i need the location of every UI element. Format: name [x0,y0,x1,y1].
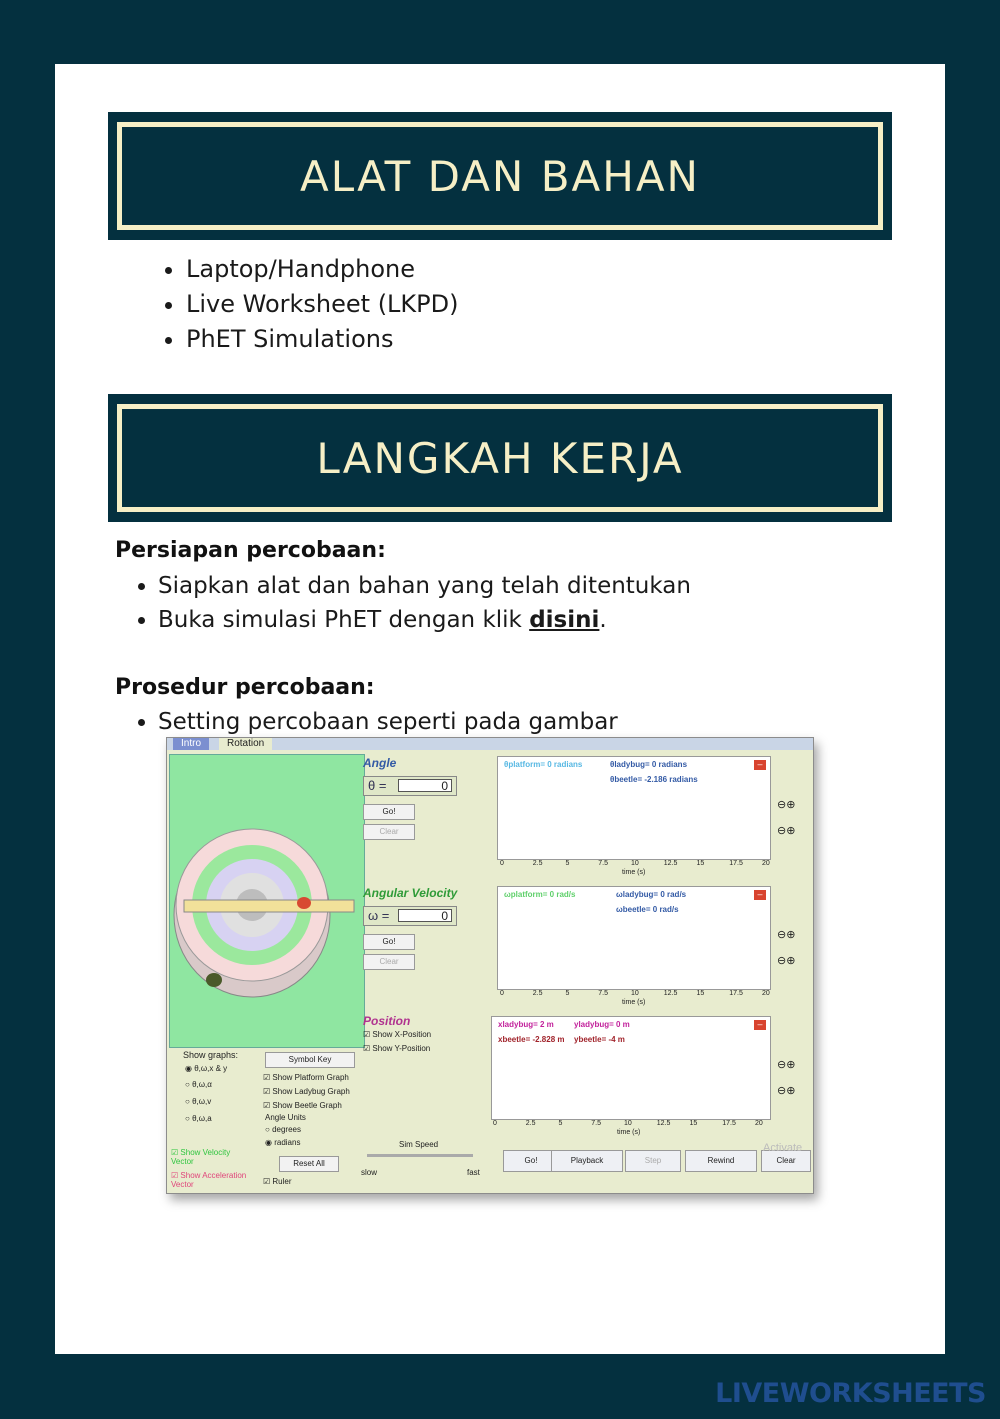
graph-label: ybeetle= -4 m [574,1035,625,1044]
time-tick-label: 20 [762,990,770,997]
alat-bahan-title: ALAT DAN BAHAN [300,151,700,201]
degrees-radio[interactable]: ○ degrees [265,1125,301,1134]
sim-tabs [167,738,813,750]
rewind-button[interactable]: Rewind [685,1150,757,1172]
time-tick-label: 2.5 [532,860,543,867]
show-beetle-label: Show Beetle Graph [272,1101,342,1110]
show-graphs-label: Show graphs: [183,1050,239,1060]
tools-list [160,252,458,357]
zoom-controls[interactable]: ⊖⊕ [777,1085,796,1097]
time-tick-label: 20 [755,1120,763,1127]
list-item: • Laptop/Handphone [186,252,458,287]
clear-button[interactable]: Clear [761,1150,811,1172]
position-panel [363,1014,465,1074]
persiapan-heading: Persiapan percobaan: [115,538,386,563]
radians-label: radians [274,1138,301,1147]
beetle-icon[interactable] [206,973,222,987]
close-graph-icon[interactable]: – [754,760,766,770]
disini-link[interactable]: disini [529,607,600,633]
graph-option-label: θ,ω,x & y [194,1064,228,1073]
show-beetle-checkbox[interactable]: ☑ Show Beetle Graph [263,1101,342,1110]
angle-input[interactable]: 0 [398,779,452,792]
graph-label: θplatform= 0 radians [504,760,583,769]
show-x-label: Show X-Position [372,1030,432,1039]
list-item: • PhET Simulations [186,322,458,357]
show-y-checkbox[interactable]: ☑ Show Y-Position [363,1044,431,1053]
show-acceleration-label: Show Acceleration Vector [171,1171,247,1189]
time-tick-label: 20 [762,860,770,867]
list-item-punct: . [599,607,607,633]
position-title: Position [363,1014,411,1028]
time-tick-label: 0 [500,990,504,997]
langkah-kerja-banner [108,394,892,522]
slow-label: slow [361,1168,378,1177]
angle-go-button[interactable]: Go! [363,804,415,820]
list-item: • Setting percobaan seperti pada gambar [158,705,618,739]
angle-symbol: θ = [368,778,387,793]
persiapan-list [132,569,691,637]
sim-speed-slider[interactable] [367,1154,473,1157]
zoom-controls[interactable]: ⊖⊕ [777,799,796,811]
graph-label: ωladybug= 0 rad/s [616,890,687,899]
alat-bahan-banner [108,112,892,240]
radians-radio[interactable]: ◉ radians [265,1138,301,1147]
angle-title: Angle [363,756,397,770]
zoom-controls[interactable]: ⊖⊕ [777,929,796,941]
angle-clear-button[interactable]: Clear [363,824,415,840]
show-x-checkbox[interactable]: ☑ Show X-Position [363,1030,432,1039]
time-tick-label: 5 [565,860,570,867]
playback-button[interactable]: Playback [551,1150,623,1172]
time-tick-label: 7.5 [598,860,608,867]
show-platform-label: Show Platform Graph [272,1073,349,1082]
time-tick-label: 17.5 [729,990,743,997]
angle-panel [363,756,465,866]
time-tick-label: 12.5 [663,990,678,997]
time-tick-label: 15 [689,1120,698,1127]
graph-label: θladybug= 0 radians [610,760,688,769]
velocity-box [363,906,457,926]
angle-graph[interactable] [497,756,771,860]
graph-option[interactable]: ○ θ,ω,α [185,1080,212,1089]
close-graph-icon[interactable]: – [754,890,766,900]
ladybug-icon[interactable] [297,897,311,909]
time-tick-label: 12.5 [656,1120,671,1127]
degrees-label: degrees [272,1125,301,1134]
ruler-checkbox[interactable]: ☑ Ruler [263,1177,292,1186]
symbol-key-button[interactable]: Symbol Key [265,1052,355,1068]
position-graph[interactable] [491,1016,771,1120]
graph-label: xbeetle= -2.828 m [498,1035,565,1044]
angle-box [363,776,457,796]
time-tick-label: 2.5 [532,990,543,997]
time-tick-label: 7.5 [591,1120,601,1127]
graph-label: xladybug= 2 m [498,1020,554,1029]
time-tick-label: 10 [631,990,639,997]
time-tick-label: 0 [493,1120,497,1127]
graph-option-label: θ,ω,v [192,1097,212,1106]
velocity-graph[interactable] [497,886,771,990]
time-tick-label: 10 [631,860,639,867]
velocity-symbol: ω = [368,908,390,923]
velocity-clear-button[interactable]: Clear [363,954,415,970]
time-tick-label: 7.5 [598,990,608,997]
time-axis-label: time (s) [617,1129,641,1136]
velocity-panel [363,886,465,996]
time-tick-label: 15 [696,860,705,867]
zoom-controls[interactable]: ⊖⊕ [777,1059,796,1071]
zoom-controls[interactable]: ⊖⊕ [777,825,796,837]
velocity-go-button[interactable]: Go! [363,934,415,950]
langkah-kerja-title: LANGKAH KERJA [316,433,684,483]
step-button[interactable]: Step [625,1150,681,1172]
graph-option[interactable]: ○ θ,ω,v [185,1097,212,1106]
graph-option[interactable]: ○ θ,ω,a [185,1114,212,1123]
velocity-title: Angular Velocity [363,886,458,900]
zoom-controls[interactable]: ⊖⊕ [777,955,796,967]
time-tick-label: 10 [624,1120,632,1127]
graph-option-label: θ,ω,α [192,1080,212,1089]
graph-option[interactable]: ◉ θ,ω,x & y [185,1064,228,1073]
show-acceleration-checkbox[interactable]: ☑ Show Acceleration Vector [171,1171,247,1189]
show-ladybug-checkbox[interactable]: ☑ Show Ladybug Graph [263,1087,350,1096]
graph-label: θbeetle= -2.186 radians [610,775,698,784]
angle-units-label: Angle Units [265,1113,306,1122]
time-axis-label: time (s) [622,869,646,876]
tab-intro[interactable]: Intro [173,738,209,750]
show-ladybug-label: Show Ladybug Graph [272,1087,350,1096]
platform-graphic [170,755,364,1047]
show-platform-checkbox[interactable]: ☑ Show Platform Graph [263,1073,349,1082]
time-tick-label: 5 [565,990,570,997]
list-item: • Siapkan alat dan bahan yang telah ditentukan [158,569,691,603]
show-velocity-label: Show Velocity Vector [171,1148,231,1166]
time-tick-label: 17.5 [722,1120,736,1127]
sim-speed-label: Sim Speed [399,1140,439,1149]
graph-label: ωbeetle= 0 rad/s [616,905,679,914]
list-item [158,603,691,637]
phet-simulation-screenshot [166,737,814,1194]
graph-option-label: θ,ω,a [192,1114,212,1123]
show-velocity-checkbox[interactable]: ☑ Show Velocity Vector [171,1148,231,1166]
rotation-play-area[interactable] [169,754,365,1048]
close-graph-icon[interactable]: – [754,1020,766,1030]
graph-label: yladybug= 0 m [574,1020,630,1029]
prosedur-heading: Prosedur percobaan: [115,675,375,700]
liveworksheets-logo: LIVEWORKSHEETS [715,1378,986,1409]
show-y-label: Show Y-Position [372,1044,431,1053]
velocity-input[interactable]: 0 [398,909,452,922]
time-tick-label: 5 [558,1120,563,1127]
tab-rotation[interactable]: Rotation [219,738,272,750]
ruler-label: Ruler [272,1177,292,1186]
reset-all-button[interactable]: Reset All [279,1156,339,1172]
go-button[interactable]: Go! [503,1150,559,1172]
time-axis-label: time (s) [622,999,646,1006]
fast-label: fast [467,1168,480,1177]
list-item-text: Buka simulasi PhET dengan klik [158,607,530,633]
time-tick-label: 15 [696,990,705,997]
list-item: • Live Worksheet (LKPD) [186,287,458,322]
time-tick-label: 0 [500,860,504,867]
activate-watermark: Activate [763,1142,803,1154]
graph-label: ωplatform= 0 rad/s [504,890,576,899]
time-tick-label: 17.5 [729,860,743,867]
time-tick-label: 2.5 [525,1120,536,1127]
time-tick-label: 12.5 [663,860,678,867]
prosedur-list [132,705,618,739]
